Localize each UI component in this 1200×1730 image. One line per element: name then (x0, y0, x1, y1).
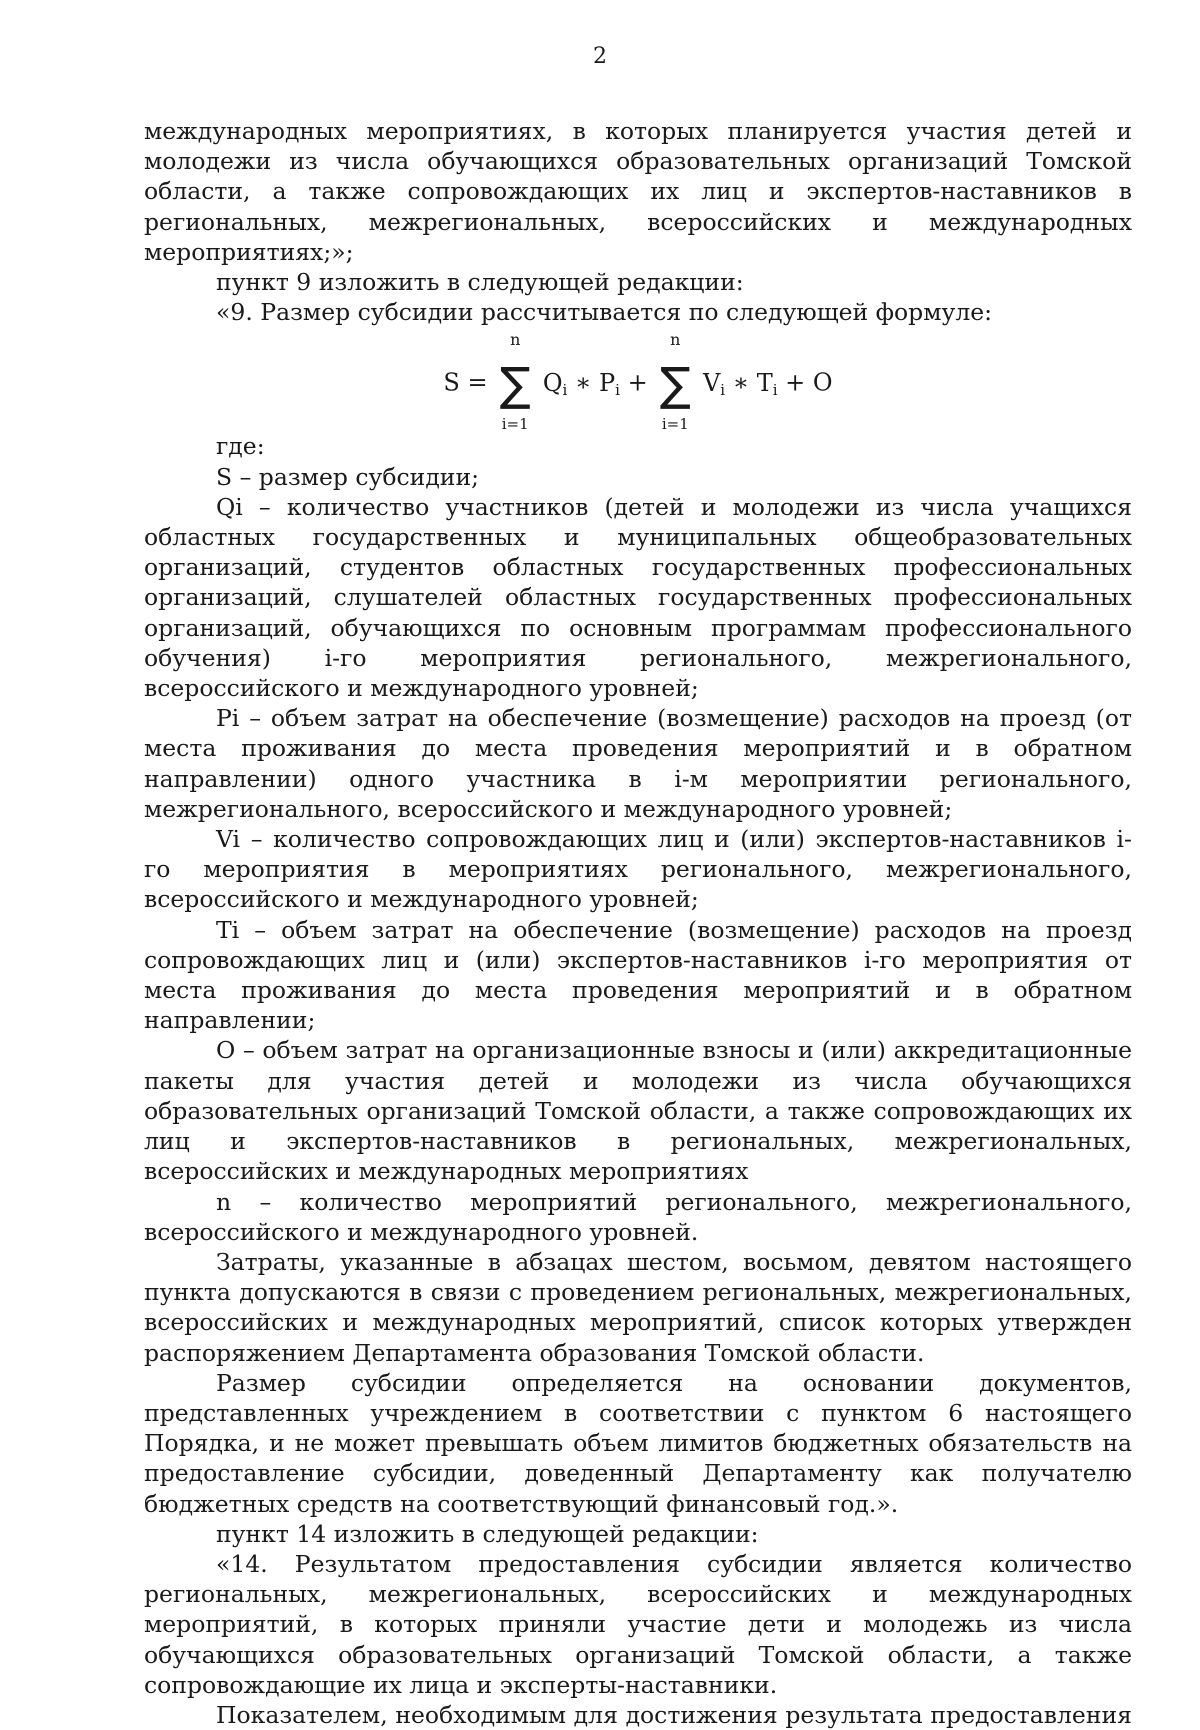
paragraph: Показателем, необходимым для достижения результата предоставления (216, 1700, 1132, 1729)
paragraph: где: (216, 432, 265, 461)
formula-lhs: S = (443, 368, 488, 397)
term-v: $V_i$ (702, 368, 726, 399)
paragraph: международных мероприятиях, в которых планируется участия детей и молодежи из числа обучающихся образовательных организаций Томской области, а также сопровождающих их лиц и экспертов-наставников в региональных, межрегиональных, всероссийских и международных мероприятиях;»; (144, 117, 1132, 266)
term-p: $P_i$ (598, 368, 620, 399)
paragraph: Размер субсидии определяется на основании документов, представленных учреждением в соответствии с пунктом 6 настоящего Порядка, и не может превышать объем лимитов бюджетных обязательств на предоставление субсидии, доведенный Департаменту как получателю бюджетных средств на соответствующий финансовый год.». (144, 1368, 1132, 1518)
paragraph: пункт 9 изложить в следующей редакции: (216, 268, 744, 297)
op-plus: + (627, 368, 648, 397)
paragraph: Qi – количество участников (детей и молодежи из числа учащихся областных государственных и муниципальных общеобразовательных организаций, студентов областных государственных профессиональных организаций, слушателей областных государственных профессиональных организаций, обучающихся по основным программам профессионального обучения) i-го мероприятия регионального, межрегионального, всероссийского и международного уровней; (144, 492, 1132, 703)
paragraph: Vi – количество сопровождающих лиц и (или) экспертов-наставников i-го мероприятия в мероприятиях регионального, межрегионального, всероссийского и международного уровней; (144, 825, 1132, 914)
paragraph: «14. Результатом предоставления субсидии является количество региональных, межрегиональных, всероссийских и международных мероприятий, в которых приняли участие дети и молодежь из числа обучающихся образовательных организаций Томской области, а также сопровождающие их лица и эксперты-наставники. (144, 1549, 1132, 1699)
paragraph: Затраты, указанные в абзацах шестом, восьмом, девятом настоящего пункта допускаются в связи с проведением региональных, межрегиональных, всероссийских и международных мероприятий, список которых утвержден распоряжением Департамента образования Томской области. (144, 1247, 1132, 1367)
paragraph: Pi – объем затрат на обеспечение (возмещение) расходов на проезд (от места проживания до места проведения мероприятий и в обратном направлении) одного участника в i-м мероприятии регионального, межрегионального, всероссийского и международного уровней; (144, 704, 1132, 823)
paragraph: Ti – объем затрат на обеспечение (возмещение) расходов на проезд сопровождающих лиц и (или) экспертов-наставников i-го мероприятия от места проживания до места проведения мероприятий и в обратном направлении; (144, 915, 1132, 1035)
sum-lower-limit: i=1 (501, 415, 529, 434)
paragraph: n – количество мероприятий регионального, межрегионального, всероссийского и международного уровней. (144, 1187, 1132, 1246)
paragraph: пункт 14 изложить в следующей редакции: (216, 1519, 759, 1548)
top-paragraphs (144, 116, 1132, 327)
op-multiply: ∗ (732, 368, 750, 397)
sum-symbol-1: n ∑ i=1 (497, 361, 533, 407)
bottom-paragraphs (144, 431, 1132, 1730)
term-q: $Q_i$ (542, 368, 568, 399)
op-multiply: ∗ (575, 368, 592, 397)
page-number: 2 (593, 44, 607, 69)
subsidy-formula (144, 327, 1132, 434)
paragraph: S – размер субсидии; (216, 462, 480, 491)
sum-upper-limit: n (510, 330, 521, 350)
document-body (144, 116, 1132, 1730)
formula-expression (144, 330, 1132, 434)
sum-symbol-2: n ∑ i=1 (657, 361, 693, 407)
sum-upper-limit: n (670, 330, 681, 350)
paragraph: O – объем затрат на организационные взносы и (или) аккредитационные пакеты для участия детей и молодежи из числа обучающихся образовательных организаций Томской области, а также сопровождающих их лиц и экспертов-наставников в региональных, межрегиональных, всероссийских и международных мероприятиях (144, 1036, 1132, 1186)
formula-tail: + O (785, 368, 833, 397)
paragraph: «9. Размер субсидии рассчитывается по следующей формуле: (216, 298, 993, 327)
term-t: $T_i$ (756, 368, 778, 399)
sum-lower-limit: i=1 (661, 415, 689, 434)
